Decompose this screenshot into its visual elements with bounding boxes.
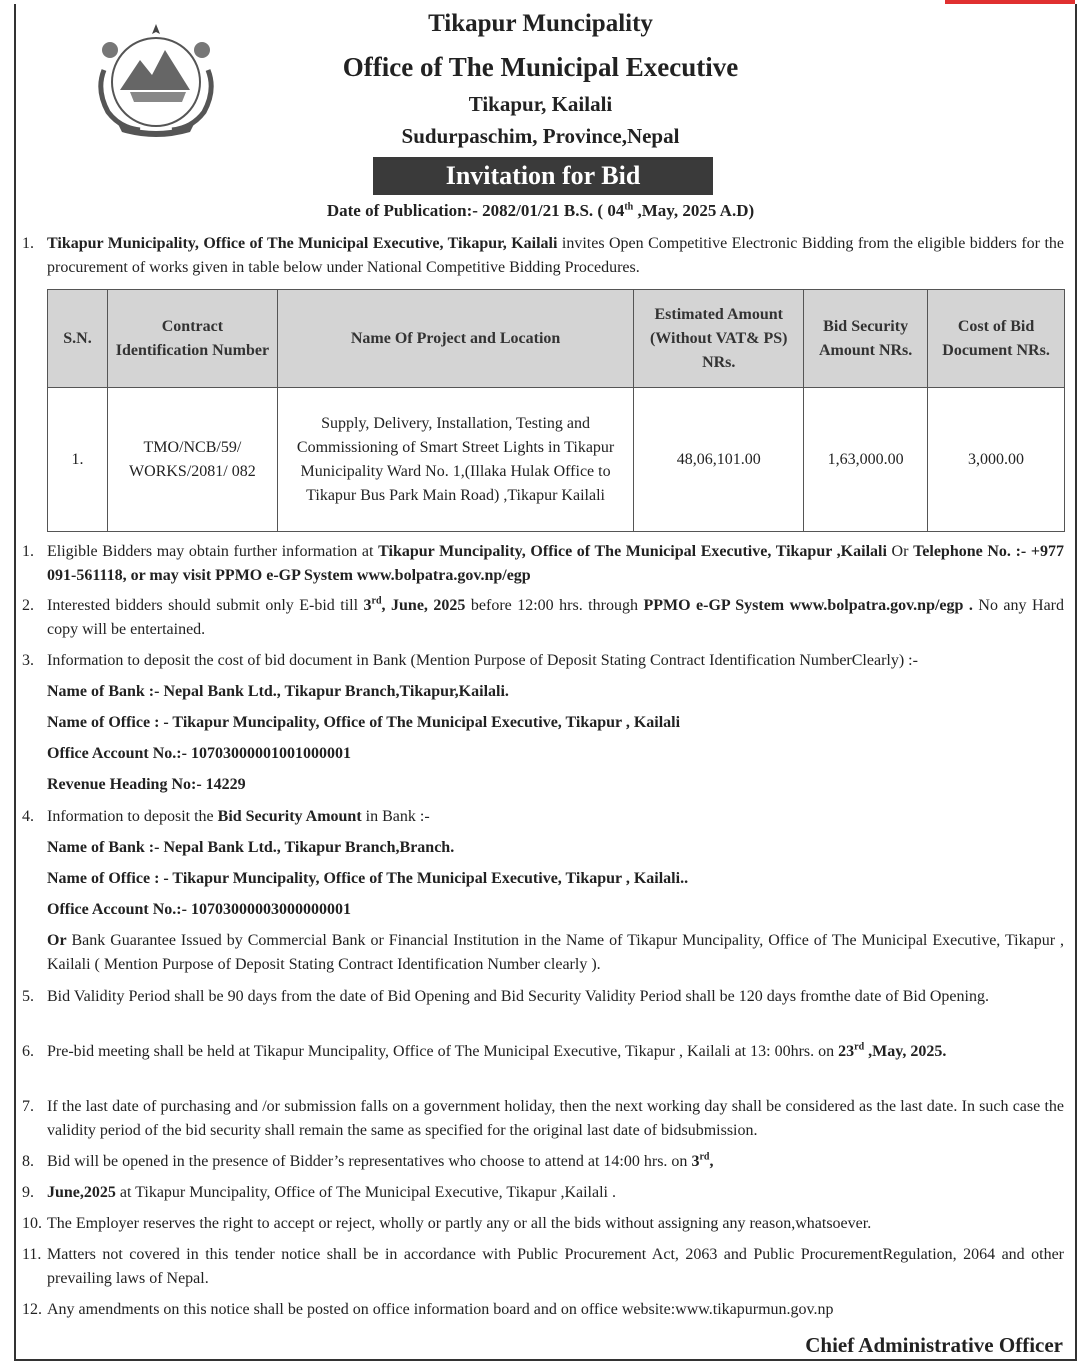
- list-item: 5. Bid Validity Period shall be 90 days from the date of Bid Opening and Bid Security Validity Period shall be 120 days fromthe date of Bid Opening.: [22, 988, 989, 1005]
- list-item: 3. Information to deposit the cost of bid document in Bank (Mention Purpose of Deposit Stating Contract Identification NumberClearly) :- Name of Bank :- Nepal Bank Ltd., Tikapur Branch,Tikapur,Kailali. Name of Office : - Tikapur Muncipality, Office of The Municipal Executive, Tikapur , Kailali Office Account No.:- 10703000001001000001 Revenue Heading No:- 14229: [22, 649, 1064, 805]
- revenue-heading: Revenue Heading No:- 14229: [47, 776, 246, 793]
- col-cost: Cost of Bid Document NRs.: [928, 290, 1065, 388]
- col-project: Name Of Project and Location: [277, 290, 633, 388]
- col-estimate: Estimated Amount (Without VAT& PS) NRs.: [634, 290, 804, 388]
- notice-title-banner: Invitation for Bid: [373, 157, 713, 195]
- list-item: 12. Any amendments on this notice shall be posted on office information board and on office website:www.tikapurmun.gov.np: [22, 1301, 834, 1318]
- table-header-row: [48, 290, 1065, 388]
- terms-list: [22, 540, 1064, 1329]
- account-number: Office Account No.:- 10703000003000000001: [47, 901, 351, 918]
- bid-table: [47, 289, 1065, 532]
- cell-cost: 3,000.00: [928, 388, 1065, 532]
- bank-name: Name of Bank :- Nepal Bank Ltd., Tikapur Branch,Tikapur,Kailali.: [47, 683, 509, 700]
- cell-project: Supply, Delivery, Installation, Testing and Commissioning of Smart Street Lights in Tikapur Municipality Ward No. 1,(Illaka Hulak Office to Tikapur Bus Park Main Road) ,Tikapur Kailali: [277, 388, 633, 532]
- table-row: [48, 388, 1065, 532]
- bank-name: Name of Bank :- Nepal Bank Ltd., Tikapur Branch,Branch.: [47, 839, 455, 856]
- publication-date: Date of Publication:- 2082/01/21 B.S. ( 04th ,May, 2025 A.D): [326, 201, 755, 220]
- cell-estimate: 48,06,101.00: [634, 388, 804, 532]
- list-item: 9. June,2025 at Tikapur Muncipality, Office of The Municipal Executive, Tikapur ,Kailali .: [22, 1184, 616, 1201]
- municipality-name: Tikapur Muncipality: [428, 10, 653, 37]
- list-item: 7. If the last date of purchasing and /or submission falls on a government holiday, then the next working day shall be considered as the last date. In such case the validity period of the bid security shall remain the same as specified for the original last date of bidsubmission.: [22, 1098, 1064, 1139]
- list-item: 4. Information to deposit the Bid Security Amount in Bank :- Name of Bank :- Nepal Bank Ltd., Tikapur Branch,Branch. Name of Office : - Tikapur Muncipality, Office of The Municipal Executive, Tikapur , Kailali.. Office Account No.:- 10703000003000000001 Or Bank Guarantee Issued by Commercial Bank or Financial Institution in the Name of Tikapur Muncipality, Office of The Municipal Executive, Tikapur , Kailali ( Mention Purpose of Deposit Stating Contract Identification Number clearly ).: [22, 808, 1064, 973]
- list-item: 8. Bid will be opened in the presence of Bidder’s representatives who choose to attend at 14:00 hrs. on 3rd,: [22, 1151, 714, 1170]
- list-item: 1. Eligible Bidders may obtain further information at Tikapur Muncipality, Office of The Municipal Executive, Tikapur ,Kailali Or Telephone No. :- +977 091-561118, or may visit PPMO e-GP System www.bolpatra.gov.np/egp: [22, 543, 1064, 584]
- col-contract-id: Contract Identification Number: [107, 290, 277, 388]
- cell-security: 1,63,000.00: [804, 388, 928, 532]
- signatory: Chief Administrative Officer: [805, 1333, 1063, 1357]
- intro-paragraph: 1. Tikapur Municipality, Office of The Municipal Executive, Tikapur, Kailali invites Open Competitive Electronic Bidding from the eligible bidders for the procurement of works given in table below under National Competitive Bidding Procedures.: [22, 235, 1064, 276]
- col-sn: S.N.: [48, 290, 108, 388]
- province-line: Sudurpaschim, Province,Nepal: [401, 124, 680, 148]
- office-name-line: Name of Office : - Tikapur Muncipality, Office of The Municipal Executive, Tikapur , Kailali: [47, 714, 681, 731]
- cell-contract-id: TMO/NCB/59/ WORKS/2081/ 082: [107, 388, 277, 532]
- office-name: Office of The Municipal Executive: [342, 52, 739, 82]
- list-item: 6. Pre-bid meeting shall be held at Tikapur Muncipality, Office of The Municipal Executive, Tikapur , Kailali at 13: 00hrs. on 23rd ,May, 2025.: [22, 1041, 947, 1060]
- list-item: 10. The Employer reserves the right to accept or reject, wholly or partly any or all the bids without assigning any reason,whatsoever.: [22, 1215, 872, 1232]
- list-item: 2. Interested bidders should submit only E-bid till 3rd, June, 2025 before 12:00 hrs. through PPMO e-GP System www.bolpatra.gov.np/egp . No any Hard copy will be entertained.: [22, 595, 1065, 638]
- office-name-line: Name of Office : - Tikapur Muncipality, Office of The Municipal Executive, Tikapur , Kailali..: [47, 870, 689, 887]
- office-location: Tikapur, Kailali: [468, 92, 613, 116]
- list-item: 11. Matters not covered in this tender notice shall be in accordance with Public Procurement Act, 2063 and Public ProcurementRegulation, 2064 and other prevailing laws of Nepal.: [22, 1246, 1064, 1287]
- cell-sn: 1.: [48, 388, 108, 532]
- col-security: Bid Security Amount NRs.: [804, 290, 928, 388]
- account-number: Office Account No.:- 10703000001001000001: [47, 745, 351, 762]
